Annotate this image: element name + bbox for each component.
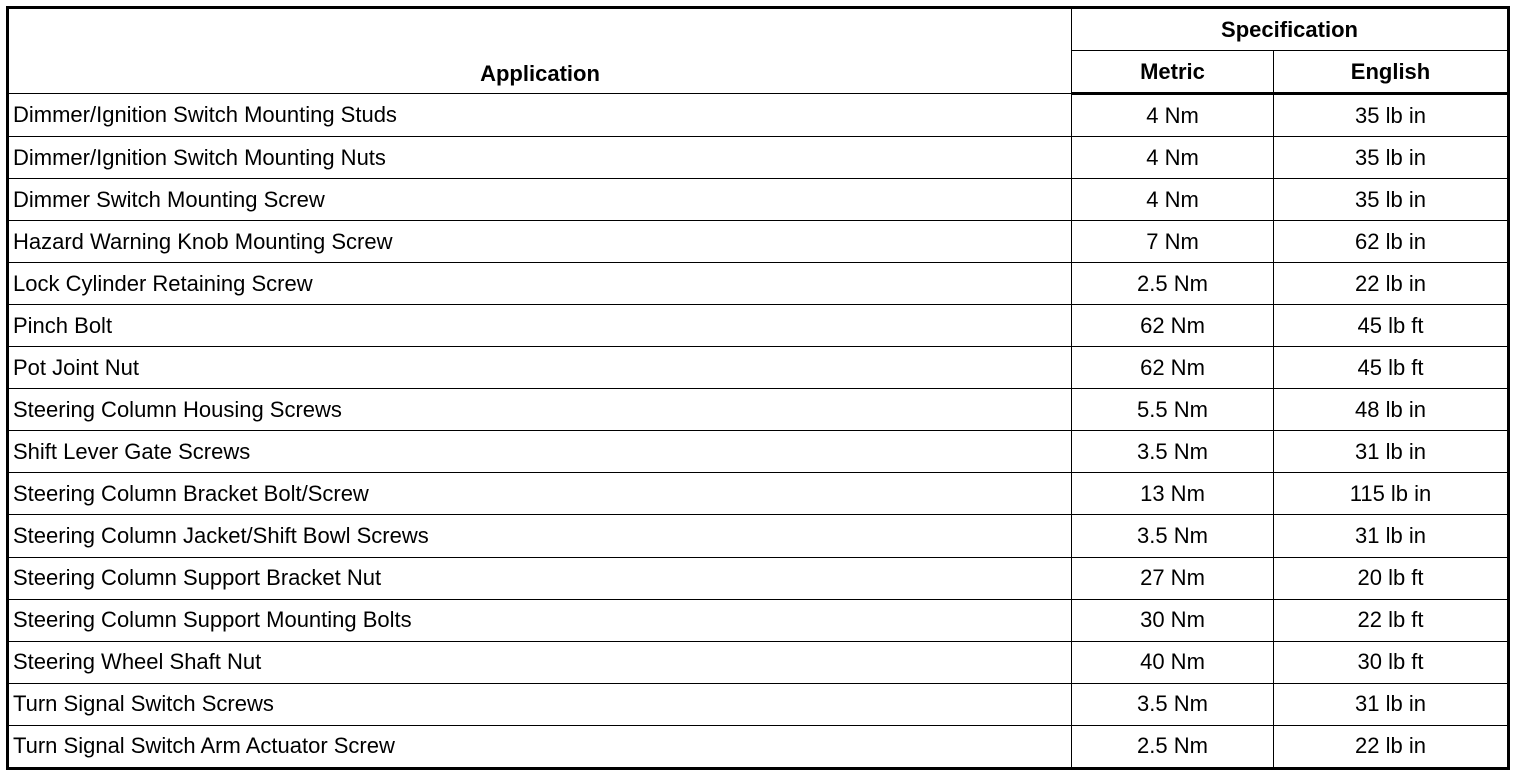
english-value-cell: 35 lb in <box>1274 179 1509 221</box>
metric-column-header: Metric <box>1072 51 1274 94</box>
application-cell: Pinch Bolt <box>8 305 1072 347</box>
metric-value-cell: 3.5 Nm <box>1072 683 1274 725</box>
table-row <box>8 641 1509 683</box>
metric-value-cell: 40 Nm <box>1072 641 1274 683</box>
english-value-cell: 31 lb in <box>1274 683 1509 725</box>
english-column-header: English <box>1274 51 1509 94</box>
metric-value-cell: 4 Nm <box>1072 137 1274 179</box>
english-value-cell: 45 lb ft <box>1274 305 1509 347</box>
table-row <box>8 683 1509 725</box>
metric-value-cell: 30 Nm <box>1072 599 1274 641</box>
english-value-cell: 22 lb ft <box>1274 599 1509 641</box>
metric-value-cell: 62 Nm <box>1072 305 1274 347</box>
metric-value-cell: 27 Nm <box>1072 557 1274 599</box>
application-cell: Dimmer/Ignition Switch Mounting Studs <box>8 94 1072 137</box>
metric-value-cell: 13 Nm <box>1072 473 1274 515</box>
application-cell: Steering Column Jacket/Shift Bowl Screws <box>8 515 1072 557</box>
table-header <box>8 8 1509 94</box>
table-row <box>8 221 1509 263</box>
application-cell: Shift Lever Gate Screws <box>8 431 1072 473</box>
table-row <box>8 557 1509 599</box>
application-cell: Steering Column Support Bracket Nut <box>8 557 1072 599</box>
metric-value-cell: 4 Nm <box>1072 179 1274 221</box>
application-column-header: Application <box>8 8 1072 94</box>
table-row <box>8 515 1509 557</box>
application-cell: Turn Signal Switch Screws <box>8 683 1072 725</box>
metric-value-cell: 2.5 Nm <box>1072 725 1274 768</box>
metric-value-cell: 62 Nm <box>1072 347 1274 389</box>
application-cell: Steering Column Support Mounting Bolts <box>8 599 1072 641</box>
english-value-cell: 30 lb ft <box>1274 641 1509 683</box>
english-value-cell: 45 lb ft <box>1274 347 1509 389</box>
metric-value-cell: 7 Nm <box>1072 221 1274 263</box>
metric-value-cell: 5.5 Nm <box>1072 389 1274 431</box>
application-cell: Lock Cylinder Retaining Screw <box>8 263 1072 305</box>
table-row <box>8 179 1509 221</box>
torque-spec-table <box>6 6 1510 770</box>
english-value-cell: 31 lb in <box>1274 515 1509 557</box>
table-row <box>8 347 1509 389</box>
table-row <box>8 389 1509 431</box>
application-cell: Hazard Warning Knob Mounting Screw <box>8 221 1072 263</box>
application-cell: Pot Joint Nut <box>8 347 1072 389</box>
english-value-cell: 48 lb in <box>1274 389 1509 431</box>
english-value-cell: 31 lb in <box>1274 431 1509 473</box>
application-cell: Steering Wheel Shaft Nut <box>8 641 1072 683</box>
table-row <box>8 137 1509 179</box>
application-cell: Steering Column Bracket Bolt/Screw <box>8 473 1072 515</box>
english-value-cell: 22 lb in <box>1274 263 1509 305</box>
table-row <box>8 94 1509 137</box>
english-value-cell: 35 lb in <box>1274 94 1509 137</box>
english-value-cell: 62 lb in <box>1274 221 1509 263</box>
table-row <box>8 599 1509 641</box>
metric-value-cell: 3.5 Nm <box>1072 431 1274 473</box>
english-value-cell: 115 lb in <box>1274 473 1509 515</box>
application-cell: Dimmer/Ignition Switch Mounting Nuts <box>8 137 1072 179</box>
header-row-top <box>8 8 1509 51</box>
english-value-cell: 22 lb in <box>1274 725 1509 768</box>
table-row <box>8 305 1509 347</box>
specification-column-header: Specification <box>1072 8 1509 51</box>
table-row <box>8 725 1509 768</box>
english-value-cell: 35 lb in <box>1274 137 1509 179</box>
english-value-cell: 20 lb ft <box>1274 557 1509 599</box>
application-cell: Steering Column Housing Screws <box>8 389 1072 431</box>
metric-value-cell: 2.5 Nm <box>1072 263 1274 305</box>
application-cell: Turn Signal Switch Arm Actuator Screw <box>8 725 1072 768</box>
metric-value-cell: 3.5 Nm <box>1072 515 1274 557</box>
table-row <box>8 473 1509 515</box>
metric-value-cell: 4 Nm <box>1072 94 1274 137</box>
table-row <box>8 263 1509 305</box>
table-row <box>8 431 1509 473</box>
table-body <box>8 94 1509 769</box>
application-cell: Dimmer Switch Mounting Screw <box>8 179 1072 221</box>
